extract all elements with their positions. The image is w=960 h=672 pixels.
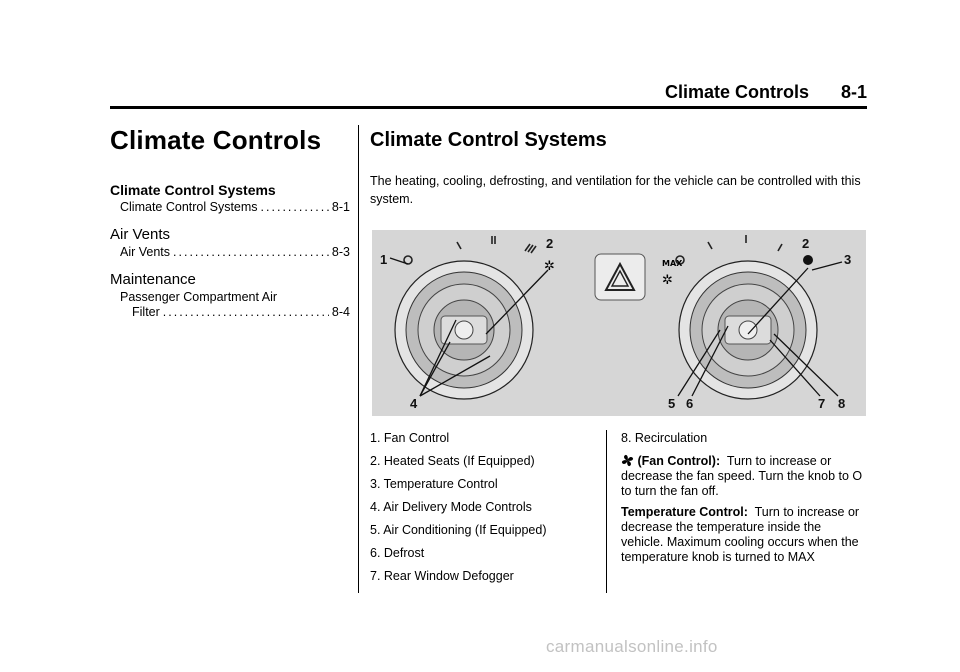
running-head-title: Climate Controls	[664, 82, 809, 102]
toc-leader-dots	[173, 245, 329, 259]
toc-leader-dots	[261, 200, 329, 214]
hazard-button[interactable]	[595, 254, 645, 300]
legend-item: 5. Air Conditioning (If Equipped)	[370, 523, 547, 537]
callout-5: 5	[668, 396, 676, 411]
callout-7: 7	[818, 396, 826, 411]
toc-entry[interactable]	[132, 305, 350, 319]
fan-icon	[621, 454, 634, 467]
callout-4: 4	[410, 396, 418, 411]
toc-entry-label: Passenger Compartment Air	[120, 290, 278, 304]
toc-entry-page: 8-4	[331, 305, 350, 319]
toc-entry-page: 8-3	[331, 245, 350, 259]
legend-item: 8. Recirculation	[621, 431, 708, 445]
intro-paragraph: The heating, cooling, defrosting, and ventilation for the vehicle can be controlled with this system.	[370, 174, 861, 206]
toc-section-title: Climate Control Systems	[110, 182, 276, 198]
fan-control-term: (Fan Control):	[637, 454, 721, 468]
toc-section-title: Air Vents	[110, 226, 171, 243]
callout-6: 6	[686, 396, 694, 411]
callout-2-left: 2	[546, 236, 554, 251]
main-column	[370, 125, 866, 208]
callout-8: 8	[838, 396, 846, 411]
legend-item: 1. Fan Control	[370, 431, 450, 445]
fan-control-knob	[395, 261, 533, 399]
column-divider	[606, 430, 607, 593]
chapter-title: Climate Controls	[110, 125, 322, 155]
temperature-marks	[676, 235, 782, 264]
toc-leader-dots	[163, 305, 329, 319]
temperature-control-term: Temperature Control:	[621, 505, 748, 519]
legend-list	[370, 431, 606, 592]
toc-entry-page: 8-1	[331, 200, 350, 214]
climate-control-diagram	[372, 230, 866, 416]
toc-entry-label: Air Vents	[120, 245, 171, 259]
watermark: carmanualsonline.info	[546, 637, 718, 656]
section-heading: Climate Control Systems	[370, 129, 607, 151]
climate-control-figure	[372, 230, 866, 416]
legend-item: 3. Temperature Control	[370, 477, 498, 491]
toc-entry-label: Climate Control Systems	[120, 200, 258, 214]
fan-control-description	[621, 454, 866, 499]
fan-speed-marks	[404, 236, 536, 264]
callout-2-right: 2	[802, 236, 810, 251]
callout-1: 1	[380, 252, 388, 267]
page-header	[110, 80, 867, 109]
fan-max-icon: ✲	[544, 259, 555, 274]
legend-item: 2. Heated Seats (If Equipped)	[370, 454, 535, 468]
legend-item: 7. Rear Window Defogger	[370, 569, 514, 583]
temperature-control-description	[621, 505, 866, 565]
toc-section-title: Maintenance	[110, 271, 196, 288]
column-divider	[358, 125, 359, 593]
legend-item: 6. Defrost	[370, 546, 425, 560]
toc-entry[interactable]	[120, 245, 350, 259]
toc-entry[interactable]	[120, 200, 350, 214]
legend-item: 4. Air Delivery Mode Controls	[370, 500, 532, 514]
page-number: 8-1	[840, 82, 867, 102]
description-column	[621, 431, 866, 571]
toc-entry-label: Filter	[132, 305, 160, 319]
hot-indicator-dot	[803, 255, 813, 265]
fan-control-text: Turn to increase or decrease the fan speed. Turn the knob to O to turn the fan off.	[621, 454, 863, 498]
chapter-toc	[110, 125, 350, 331]
ac-icon: ✲	[662, 273, 673, 288]
max-label: MAX	[662, 259, 683, 268]
temperature-control-text: Turn to increase or decrease the temperature inside the vehicle. Maximum cooling occurs when the temperature knob is turned to MAX	[621, 505, 860, 564]
callout-3: 3	[844, 252, 852, 267]
